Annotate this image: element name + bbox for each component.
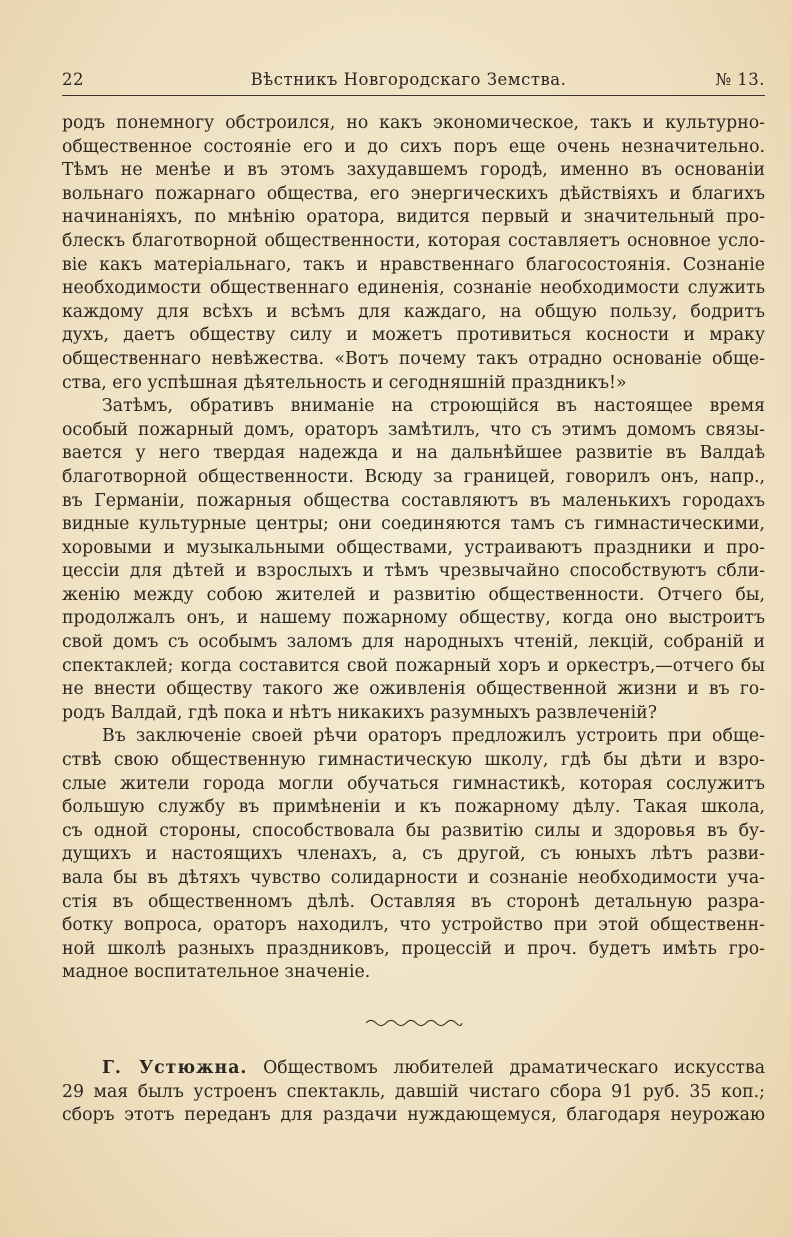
text-line: благотворной общественности. Всюду за границей, говорилъ онъ, напр., [62,466,765,487]
text-line: вала бы въ дѣтяхъ чувство солидарности и сознаніе необходимости уча- [62,868,765,888]
text-line: стія въ общественномъ дѣлѣ. Оставляя въ сторонѣ детальную разра- [62,891,765,912]
article-body [62,112,765,1128]
paragraph [62,112,765,395]
place-heading: Г. Устюжна. [102,1057,248,1078]
section-divider-ornament [62,1013,765,1027]
text-line: спектаклей; когда составится свой пожарный хоръ и оркестръ,—отчего бы [62,655,765,676]
text-line: 29 мая былъ устроенъ спектакль, давшій чистаго сбора 91 руб. 35 коп.; [62,1081,765,1102]
text-line: мадное воспитательное значеніе. [62,962,371,983]
text-line: ствѣ свою общественную гимнастическую школу, гдѣ бы дѣти и взро- [62,750,765,771]
text-line: каждому для всѣхъ и всѣмъ для каждаго, на общую пользу, бодритъ [62,301,765,322]
text-line: родъ Валдай, гдѣ пока и нѣтъ никакихъ разумныхъ развлеченій? [62,702,657,723]
issue-number: № 13. [715,70,765,89]
text-line: слые жители города могли обучаться гимнастикѣ, которая сослужитъ [62,773,765,794]
text-line: въ Германіи, пожарныя общества составляютъ въ маленькихъ городахъ [62,490,765,511]
news-item-ustyuzhna [62,1057,765,1128]
text-line: родъ понемногу обстроился, но какъ экономическое, такъ и культурно- [62,113,765,133]
text-line: вается у него твердая надежда и на дальнѣйшее развитіе въ Валдаѣ [62,443,765,464]
journal-title: Вѣстникъ Новгородскаго Земства. [250,70,567,89]
text-line: ной школѣ разныхъ праздниковъ, процессій и проч. будетъ имѣть гро- [62,938,765,959]
text-line: хоровыми и музыкальными обществами, устраиваютъ праздники и про- [62,537,765,558]
text-line: большую службу въ примѣненіи и къ пожарному дѣлу. Такая школа, [62,797,765,818]
text-line: общественнаго невѣжества. «Вотъ почему такъ отрадно основаніе обще- [62,348,765,369]
text-fragment: Обществомъ любителей драматическаго искусства [263,1057,765,1078]
text-line: Затѣмъ, обративъ вниманіе на строющійся въ настоящее время [102,396,765,417]
text-line: вольнаго пожарнаго общества, его энергическихъ дѣйствіяхъ и благихъ [62,183,765,204]
text-line: дущихъ и настоящихъ членахъ, а, съ другой, съ юныхъ лѣтъ разви- [62,844,765,865]
text-line: свой домъ съ особымъ заломъ для народныхъ чтеній, лекцій, собраній и [62,632,765,653]
text-line: ства, его успѣшная дѣятельность и сегодняшній праздникъ!» [62,372,627,393]
running-header [62,70,765,96]
text-line: необходимости общественнаго единенія, сознаніе необходимости служить [62,278,765,299]
text-line: видные культурные центры; они соединяются тамъ съ гимнастическими, [62,514,765,535]
paragraph [62,725,765,985]
text-line: блескъ благотворной общественности, которая составляетъ основное усло- [62,230,765,251]
page-number: 22 [62,70,84,89]
text-line: цессіи для дѣтей и взрослыхъ и тѣмъ чрезвычайно способствуютъ сбли- [62,561,765,582]
text-line: Въ заключеніе своей рѣчи ораторъ предложилъ устроить при обще- [102,726,765,747]
text-line: общественное состояніе его и до сихъ поръ еще очень незначительно. [62,136,765,157]
text-line: Тѣмъ не менѣе и въ этомъ захудавшемъ городѣ, именно въ основаніи [62,160,765,181]
text-line: женію между собою жителей и развитію общественности. Отчего бы, [62,584,765,605]
text-line: особый пожарный домъ, ораторъ замѣтилъ, что съ этимъ домомъ связы- [62,419,765,440]
text-line: съ одной стороны, способствовала бы развитію силы и здоровья въ бу- [62,820,765,841]
paragraph [62,395,765,725]
text-line: сборъ этотъ переданъ для раздачи нуждающемуся, благодаря неурожаю [62,1105,765,1126]
text-line: віе какъ матеріальнаго, такъ и нравственнаго благосостоянія. Сознаніе [62,254,765,275]
paragraphs [62,112,765,985]
text-line: духъ, даетъ обществу силу и можетъ противиться косности и мраку [62,325,765,346]
page [62,70,765,1128]
text-line: ботку вопроса, ораторъ находилъ, что устройство при этой общественн- [62,915,765,936]
text-line: не внести обществу такого же оживленія общественной жизни и въ го- [62,679,765,700]
text-line: начинаніяхъ, по мнѣнію оратора, видится первый и значительный про- [62,207,765,228]
text-line [62,1057,765,1081]
text-line: продолжалъ онъ, и нашему пожарному обществу, когда оно выстроитъ [62,608,765,629]
